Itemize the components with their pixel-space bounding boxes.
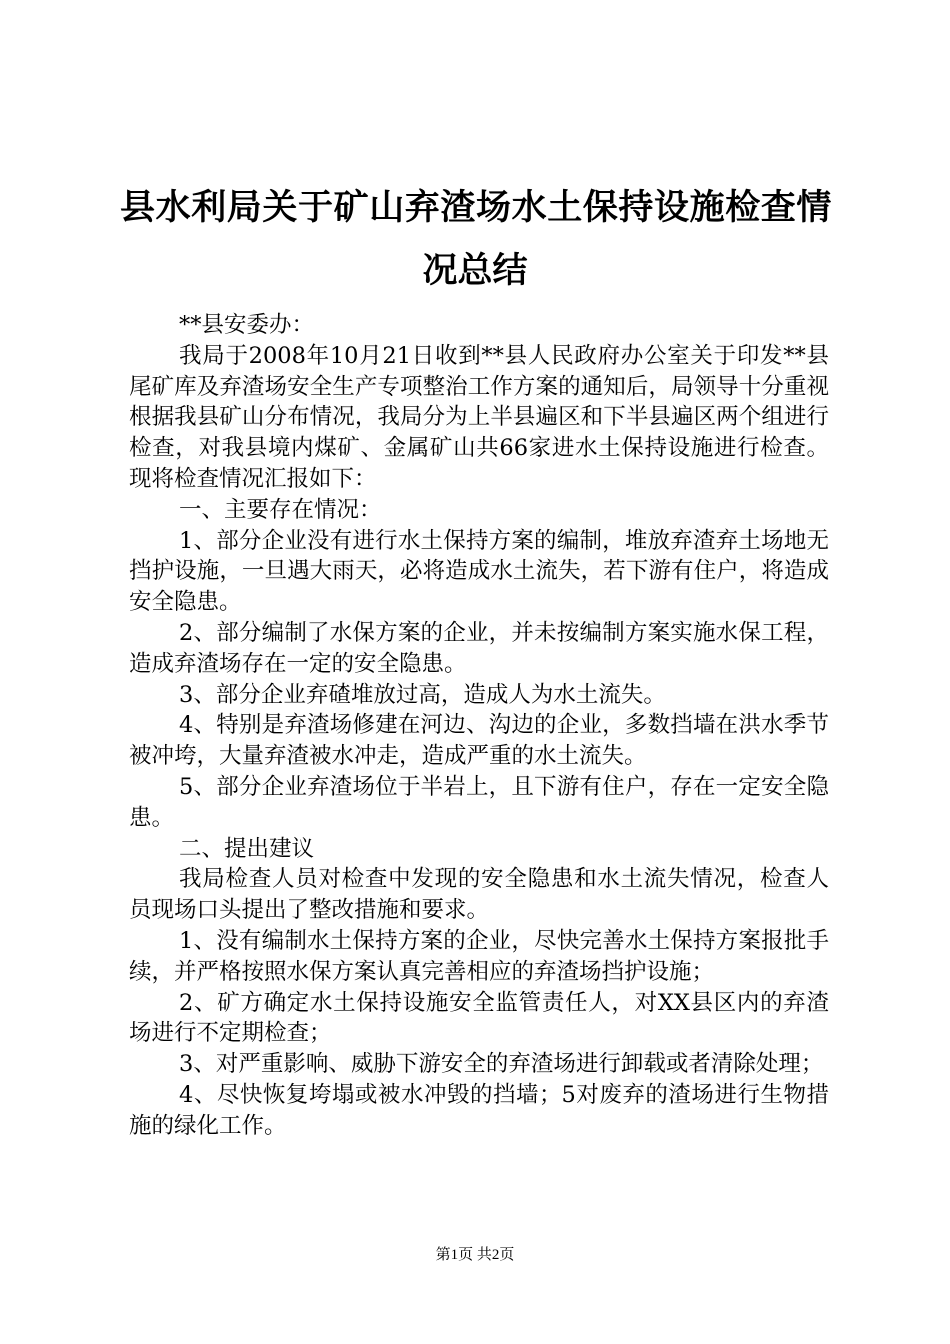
section-heading-suggestions: 二、提出建议 xyxy=(179,835,315,862)
issue-item-1: 1、部分企业没有进行水土保持方案的编制，堆放弃渣弃土场地无挡护设施，一旦遇大雨天，必将造成水土流失，若下游有住户，将造成安全隐患。 xyxy=(129,527,829,616)
salutation: **县安委办： xyxy=(179,312,315,338)
page-number-footer: 第1页 共2页 xyxy=(435,1247,515,1263)
document-title-line-2: 况总结 xyxy=(422,250,528,291)
issue-item-4: 4、特别是弃渣场修建在河边、沟边的企业，多数挡墙在洪水季节被冲垮，大量弃渣被水冲走，造成严重的水土流失。 xyxy=(129,712,829,770)
section-heading-issues: 一、主要存在情况： xyxy=(179,496,382,523)
document-body xyxy=(129,310,829,1142)
suggestion-item-4: 4、尽快恢复垮塌或被水冲毁的挡墙；5对废弃的渣场进行生物措施的绿化工作。 xyxy=(129,1081,829,1139)
suggestion-intro: 我局检查人员对检查中发现的安全隐患和水土流失情况，检查人员现场口头提出了整改措施和要求。 xyxy=(129,866,829,924)
suggestion-item-3: 3、对严重影响、威胁下游安全的弃渣场进行卸载或者清除处理； xyxy=(179,1051,824,1078)
intro-paragraph: 我局于2008年10月21日收到**县人民政府办公室关于印发**县尾矿库及弃渣场安全生产专项整治工作方案的通知后，局领导十分重视根据我县矿山分布情况，我局分为上半县遍区和下半县遍区两个组进行检查，对我县境内煤矿、金属矿山共66家进水土保持设施进行检查。现将检查情况汇报如下： xyxy=(129,342,829,492)
issue-item-5: 5、部分企业弃渣场位于半岩上，且下游有住户，存在一定安全隐患。 xyxy=(129,773,829,831)
issue-item-3: 3、部分企业弃碴堆放过高，造成人为水土流失。 xyxy=(179,681,666,708)
issue-item-2: 2、部分编制了水保方案的企业，并未按编制方案实施水保工程，造成弃渣场存在一定的安全隐患。 xyxy=(129,619,829,677)
suggestion-item-2: 2、矿方确定水土保持设施安全监管责任人，对XX县区内的弃渣场进行不定期检查； xyxy=(129,989,829,1047)
suggestion-item-1: 1、没有编制水土保持方案的企业，尽快完善水土保持方案报批手续，并严格按照水保方案认真完善相应的弃渣场挡护设施； xyxy=(129,927,829,985)
document-title-line-1: 县水利局关于矿山弃渣场水土保持设施检查情 xyxy=(120,187,833,228)
